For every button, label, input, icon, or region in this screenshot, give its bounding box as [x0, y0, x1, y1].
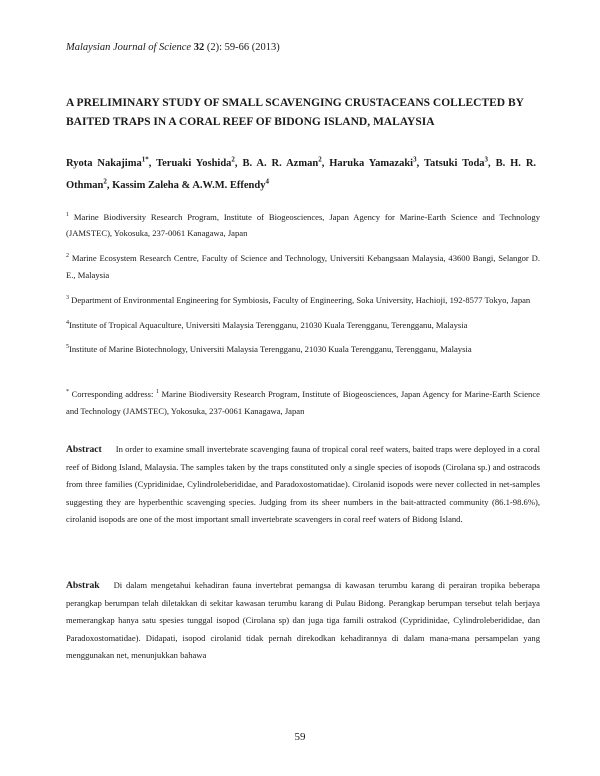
corresponding-address: * Corresponding address: $^1$ Marine Biodiversity Research Program, Institute of Biogeosciences, Japan Agency for Marine-Earth Science and Technology (JAMSTEC), Yokosuka, 237-0061 Kanagawa, Japan: [66, 388, 540, 416]
journal-name: Malaysian Journal of Science: [66, 42, 192, 53]
author: Haruka Yamazaki$^3$,: [329, 155, 424, 169]
paper-title: A PRELIMINARY STUDY OF SMALL SCAVENGING CRUSTACEANS COLLECTED BY BAITED TRAPS IN A CORAL REEF OF BIDONG ISLAND, MALAYSIA: [66, 97, 524, 128]
author: Tatsuki Toda$^3$,: [423, 155, 496, 169]
author: Teruaki Yoshida$^2$,: [156, 155, 243, 169]
abstrak-text: Di dalam mengetahui kehadiran fauna invertebrat pemangsa di kawasan terumbu karang di perairan tropika beberapa perangkap berumpan telah diletakkan di sekitar kawasan terumbu karang di Pulau Bidong. Perangkap berumpan tersebut telah berjaya memerangkap hanya satu spesies tunggal isopod (Cirolana sp) dan juga tiga famili ostrakod (Cypridinidae, Cylindroleberididae, dan Paradoxostomatidae). Didapati, isopod cirolanid tidak pernah direkodkan kehadirannya di dalam mana-mana persampelan yang menggunakan net, menunjukkan bahawa: [66, 580, 540, 661]
author: B. A. R. Azman$^2$,: [242, 155, 330, 169]
affiliation: $^3$ Department of Environmental Engineering for Symbiosis, Faculty of Engineering, Soka University, Hachioji, 192-8577 Tokyo, Japan: [66, 294, 531, 305]
abstract-heading: Abstract: [66, 444, 102, 455]
author: A.W.M. Effendy$^4$: [192, 177, 269, 191]
abstrak-section: [66, 577, 540, 665]
author: Ryota Nakajima$^{1*}$,: [66, 155, 157, 169]
page-number: 59: [294, 731, 306, 743]
abstract-text: In order to examine small invertebrate scavenging fauna of tropical coral reef waters, baited traps were deployed in a coral reef of Bidong Island, Malaysia. The samples taken by the traps constituted only a single species of isopods (Cirolana sp.) and ostracods from three families (Cypridinidae, Cylindroleberididae, and Paradoxostomatidae). Cirolanid isopods were never collected in net-samples suggesting they are hyperbenthic scavenging species. Judging from its sheer numbers in the bait-attracted community (86.1-98.6%), cirolanid isopods are one of the most important small invertebrate scavengers in coral reef waters of Bidong Island.: [66, 444, 540, 525]
abstrak-heading: Abstrak: [66, 580, 100, 591]
author: B. H. R. Othman$^2$,: [66, 157, 537, 191]
author: Kassim Zaleha &: [112, 180, 193, 191]
affiliation: $^5$Institute of Marine Biotechnology, Universiti Malaysia Terengganu, 21030 Kuala Terengganu, Terengganu, Malaysia: [66, 344, 472, 355]
affiliation: $^2$ Marine Ecosystem Research Centre, Faculty of Science and Technology, Universiti Kebangsaan Malaysia, 43600 Bangi, Selangor D. E., Malaysia: [66, 253, 540, 280]
author-list: [66, 150, 536, 195]
affiliation-list: [66, 207, 540, 364]
affiliation: $^4$Institute of Tropical Aquaculture, Universiti Malaysia Terengganu, 21030 Kuala Terengganu, Terengganu, Malaysia: [66, 319, 468, 330]
journal-issue-pages: (2): 59-66 (2013): [206, 42, 280, 53]
journal-header: [66, 42, 280, 53]
journal-volume: 32: [193, 42, 205, 53]
affiliation: $^1$ Marine Biodiversity Research Program, Institute of Biogeosciences, Japan Agency for Marine-Earth Science and Technology (JAMSTEC), Yokosuka, 237-0061 Kanagawa, Japan: [66, 211, 540, 239]
abstract-section: [66, 441, 540, 529]
